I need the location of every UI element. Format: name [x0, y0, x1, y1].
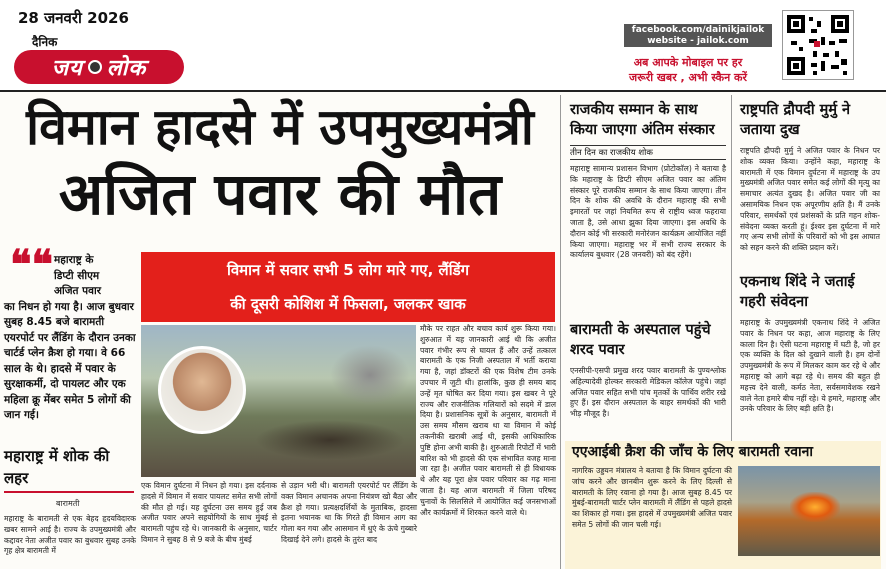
issue-date: 28 जनवरी 2026: [18, 9, 129, 27]
logo-name-right: लोक: [106, 55, 147, 81]
smoke-shape: [330, 345, 410, 405]
lead-headline[interactable]: [0, 95, 560, 229]
side-story-president[interactable]: [740, 100, 880, 254]
side-story-sharad-pawar[interactable]: [570, 320, 726, 420]
shinde-body: महाराष्ट्र के उपमुख्यमंत्री एकनाथ शिंदे ने अजित पवार के निधन पर कहा, आज महाराष्ट्र के लिए काला दिन है। ऐसी घटना महाराष्ट्र में घटी है, जो हर एक व्यक्ति के दिल को दुखाने वाली है। हम दोनों उपमुख्यमंत्री के रूप में मिलकर काम कर रहे थे और महाराष्ट्र को आगे बढ़ा रहे थे। समय की बहुत ही महत्त्व देने वाली, कर्मठ नेता, सर्वसमावेशक रखने वाले नेता हमारे बीच नहीं रहे। ये हमारे, महाराष्ट्र और उनके परिवार के लिए बड़ी क्षति है।: [740, 318, 880, 414]
banner-line-2: की दूसरी कोशिश में फिसला, जलकर खाक: [230, 295, 466, 313]
lead-intro: [4, 253, 136, 424]
lead-column-a: मौके पर राहत और बचाव कार्य शुरू किया गया। शुरुआत में यह जानकारी आई थी कि अजीत पवार गंभीर रूप से घायल हैं और उन्हें तत्काल बारामती के एक निजी अस्पताल में भर्ती कराया गया है, जहां डॉक्टरों की एक विशेष टीम उनके उपचार में जुटी थी। हालांकि, कुछ ही समय बाद उन्हें मृत घोषित कर दिया गया। इस खबर ने पूरे राज्य और राजनीतिक गलियारों को सदमे में डाल दिया है। प्रशासनिक सूत्रों के अनुसार, बारामती में उस समय मौसम खराब था या विमान में कोई तकनीकी खराबी आई थी, इसकी आधिकारिक पुष्टि होना अभी बाकी है। शुरुआती रिपोर्टों में भारी बारिश को भी हादसे की एक संभावित वजह माना जा रहा है। अजीत पवार बारामती से ही विधायक थे और यह पूरा क्षेत्र पवार परिवार का गढ़ माना जाता है। यह आज बारामती में जिला परिषद चुनावों के सिलसिले में आयोजित कई जनसभाओं और कार्यक्रमों में शिरकत करने वाले थे।: [420, 324, 556, 517]
side-story-shinde[interactable]: [740, 272, 880, 415]
portrait-inset: [158, 346, 246, 434]
sharad-title: बारामती के अस्पताल पहुंचे शरद पवार: [570, 322, 711, 358]
funeral-title: राजकीय सम्मान के साथ किया जाएगा अंतिम संस्कार: [570, 102, 715, 138]
fire-shape: [790, 492, 840, 522]
paper-prefix: दैनिक: [32, 35, 58, 49]
president-title: राष्ट्रपति द्रौपदी मुर्मु ने जताया दुख: [740, 102, 851, 138]
scan-tagline: [598, 55, 778, 85]
column-divider: [560, 95, 561, 569]
qr-code-icon[interactable]: [782, 10, 854, 80]
shinde-title: एकनाथ शिंदे ने जताई गहरी संवेदना: [740, 274, 855, 310]
sub-story-title[interactable]: महाराष्ट्र में शोक की लहर: [4, 445, 134, 493]
president-body: राष्ट्रपति द्रौपदी मुर्मु ने अजित पवार के निधन पर शोक व्यक्त किया। उन्होंने कहा, महाराष्ट्र के बारामती में एक विमान दुर्घटना में महाराष्ट्र के उप मुख्यमंत्री अजित पवार समेत कई लोगों की मृत्यु का समाचार अत्यंत दुखद है। अजित पवार जी का असामयिक निधन एक अपूरणीय क्षति है। मैं उनके परिवार, समर्थकों एवं प्रशंसकों के प्रति गहन शोक-संवेदना व्यक्त करती हूं। ईश्वर इस दुर्घटना में मारे गए अन्य सभी लोगों के परिवारों को भी इस आघात को सहन करने की शक्ति प्रदान करें।: [740, 146, 880, 253]
headline-line-2: अजित पवार की मौत: [58, 160, 502, 228]
funeral-body: महाराष्ट्र सामान्य प्रशासन विभाग (प्रोटोकॉल) ने बताया है कि महाराष्ट्र के डिप्टी सीएम अजित पवार का अंतिम संस्कार पूरे राजकीय सम्मान के साथ किया जाएगा। तीन दिन के शोक की अवधि के दौरान महाराष्ट्र की सभी इमारतों पर जहां नियमित रूप से राष्ट्रीय ध्वज फहराया जाता है, उसे आधा झुका दिया जाएगा। इस अवधि के दौरान कोई भी सरकारी मनोरंजन कार्यक्रम आयोजित नहीं किया जाएगा। महाराष्ट्र भर में सभी राज्य सरकार के कार्यालय बुधवार (28 जनवरी) को बंद रहेंगे।: [570, 164, 726, 260]
intro-bold-2: डिप्टी सीएम: [54, 269, 100, 282]
wreckage-shape: [255, 420, 405, 460]
tagline-line-2: जरूरी खबर , अभी स्कैन करें: [629, 71, 747, 84]
intro-bold-1: महाराष्ट्र के: [54, 254, 94, 266]
intro-rest: का निधन हो गया है। आज बुधवार सुबह 8.45 बजे बारामती एयरपोर्ट पर लैंडिंग के दौरान उनका चार्टर्ड प्लेन क्रैश हो गया। वे 66 साल के थे। हादसे में पवार के सुरक्षाकर्मी, दो पायलट और एक महिला क्रू मेंबर समेत 5 लोगों की जान गई।: [4, 300, 136, 421]
aaib-body: नागरिक उड्डयन मंत्रालय ने बताया है कि विमान दुर्घटना की जांच करने और छानबीन शुरू करने के लिए दिल्ली से बारामती के लिए रवाना हो गया है। आज सुबह 8.45 पर मुंबई-बारामती चार्टर प्लेन बारामती में लैंडिंग से पहले हादसे का शिकार हो गया। इस हादसे में उपमुख्यमंत्री अजित पवार समेत 5 लोगों की जान चली गई।: [572, 466, 732, 529]
banner-line-1: विमान में सवार सभी 5 लोग मारे गए, लैंडिंग: [226, 261, 470, 279]
lead-column-c: से उड़ान भरी थी। बारामती एयरपोर्ट पर लैंडिंग के वक्त विमान अचानक अपना नियंत्रण खो बैठा और क्रैश हो गया। प्रत्यक्षदर्शियों के मुताबिक, हादसा इतना भयानक था कि गिरते ही विमान आग का गोला बन गया और आसमान में धुएं के ऊंचे गुब्बारे दिखाई देने लगे। हादसे के तुरंत बाद: [281, 481, 417, 544]
sharad-body: एनसीपी-एसपी प्रमुख शरद पवार बारामती के पुण्यश्लोक अहिल्यादेवी होल्कर सरकारी मेडिकल कॉलेज पहुंचे। जहां अजित पवार सहित सभी पांच मृतकों के पार्थिव शरीर रखे हुए हैं। इस दौरान अस्पताल के बाहर समर्थकों की भारी भीड़ मौजूद है।: [570, 366, 726, 419]
logo-name-left: जय: [51, 55, 83, 81]
lead-column-b: एक विमान दुर्घटना में निधन हो गया। इस दर्दनाक हादसे में विमान में सवार पायलट समेत सभी लोगों की मौत हो गई। यह दुर्घटना उस समय हुई जब अजीत पवार अपने सहयोगियों के साथ मुंबई से बारामती पहुंच रहे थे। जानकारी के अनुसार, चार्टर विमान ने सुबह 8 से 9 बजे के बीच मुंबई: [141, 481, 277, 544]
column-divider: [731, 95, 732, 441]
aaib-title[interactable]: एएआईबी क्रैश की जाँच के लिए बारामती रवाना: [572, 444, 814, 460]
social-links[interactable]: [624, 24, 772, 47]
globe-icon: [88, 60, 102, 74]
side-story-funeral[interactable]: [570, 100, 726, 261]
sub-story-byline: बारामती: [56, 499, 80, 508]
intro-bold-3: अजित पवार: [54, 285, 101, 297]
website-link[interactable]: website - jailok.com: [647, 36, 749, 46]
facebook-link[interactable]: facebook.com/dainikjailok: [631, 25, 765, 35]
quote-icon: ❝❝: [10, 241, 54, 288]
funeral-subtitle: तीन दिन का राजकीय शोक: [570, 145, 726, 160]
tagline-line-1: अब आपके मोबाइल पर हर: [633, 56, 743, 69]
headline-line-1: विमान हादसे में उपमुख्यमंत्री: [26, 98, 534, 156]
sub-story-body: महाराष्ट्र के बारामती से एक बेहद हृदयविदारक खबर सामने आई है। राज्य के उपमुख्यमंत्री और कद्दावर नेता अजीत पवार का बुधवार सुबह उनके गृह क्षेत्र बारामती में: [4, 514, 136, 556]
red-banner: [141, 252, 555, 322]
paper-logo[interactable]: [14, 50, 184, 84]
